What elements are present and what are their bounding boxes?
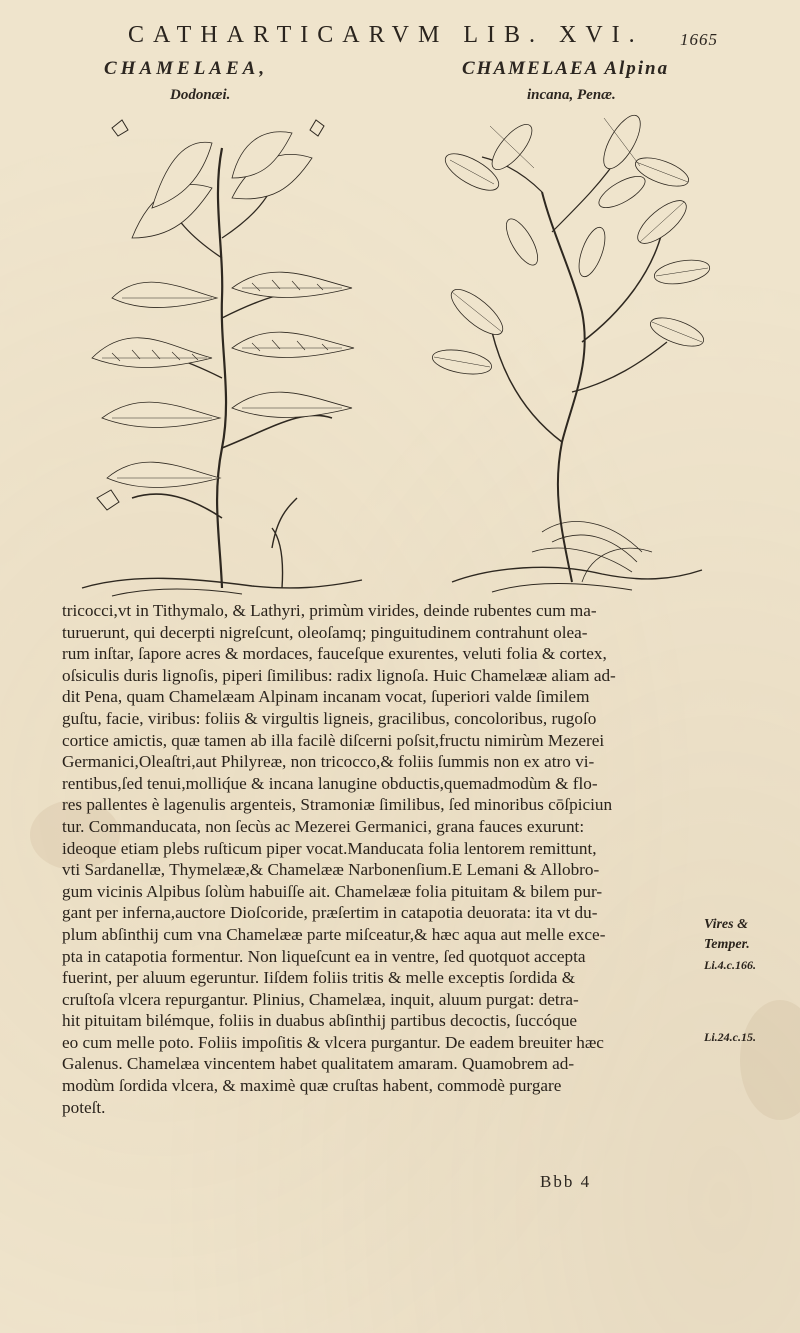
left-plant-author: Dodonæi. [170,87,231,103]
text-line: dit Pena, quam Chamelæam Alpinam incanam vocat, ſuperiori valde ſimilem [62,687,590,707]
text-line: Germanici,Oleaſtri,aut Philyreæ, non tricocco,& foliis ſummis non ex atro vi- [62,752,595,772]
right-plant-author: incana, Penæ. [527,87,616,103]
text-line: res pallentes è lagenulis argenteis, Stramoniæ ſimilibus, ſed minoribus cōſpiciun [62,795,613,815]
chamelaea-alpina-woodcut-illustration [432,112,712,600]
margin-note-temper: Temper. [704,937,750,952]
text-line: turuerunt, qui decerpti nigreſcunt, oleoſamq; pinguitudinem contrahunt olea- [62,622,588,642]
text-line: gum vicinis Alpibus ſolùm habuiſſe ait. Chamelææ folia pituitam & bilem pur- [62,881,603,901]
margin-note-vires: Vires & [704,917,748,932]
text-line: guſtu, facie, viribus: foliis & virgultis ligneis, gracilibus, concoloribus, rugoſo [62,708,597,728]
chamelaea-woodcut-illustration [72,118,372,598]
text-line: vti Sardanellæ, Thymelææ,& Chamelææ Narbonenſium.E Lemani & Allobro- [62,860,600,880]
text-line: Galenus. Chamelæa vincentem habet qualitatem amaram. Quamobrem ad- [62,1054,575,1074]
running-head: CATHARTICARVM LIB. XVI. [128,22,644,48]
text-line: tricocci,vt in Tithymalo, & Lathyri, primùm virides, deinde rubentes cum ma- [62,601,597,620]
text-line: oſsiculis duris lignoſis, piperi ſimilibus: radix lignoſa. Huic Chamelææ aliam ad- [62,665,616,685]
text-line: poteſt. [62,1097,106,1117]
left-plant-title: CHAMELAEA, [104,58,269,79]
text-line: modùm ſordida vlcera, & maximè quæ cruſtas habent, commodè purgare [62,1076,562,1096]
right-plant-title: CHAMELAEA Alpina [462,58,670,79]
text-line: eo cum melle poto. Foliis impoſitis & vlcera purgantur. De eadem breuiter hæc [62,1032,604,1052]
text-line: gant per inferna,auctore Dioſcoride, præſertim in catapotia deuorata: ita vt du- [62,903,598,923]
text-line: cortice amictis, quæ tamen ab illa facilè diſcerni poſsit,fructu nimirùm Mezerei [62,730,605,750]
text-line: fuerint, per aluum egeruntur. Iiſdem foliis tritis & melle exceptis ſordida & [62,968,576,988]
text-line: rum inſtar, ſapore acres & mordaces, fauceſque exurentes, veluti folia & cortex, [62,644,607,664]
text-line: tur. Commanducata, non ſecùs ac Mezerei Germanici, grana fauces exurunt: [62,816,585,836]
text-line: rentibus,ſed tenui,molliq́ue & incana lanugine obductis,quemadmodùm & flo- [62,773,598,793]
body-text [62,600,712,1118]
signature-mark: Bbb 4 [540,1172,592,1191]
margin-note-reference: Li.4.c.166. [704,958,756,972]
text-line: pta in catapotia formentur. Non liqueſcunt ea in ventre, ſed quotquot accepta [62,946,586,966]
margin-note-reference: Li.24.c.15. [704,1030,756,1044]
paper-stain [740,1000,800,1120]
page-number: 1665 [680,30,718,49]
text-line: cruſtoſa vlcera repurgantur. Plinius, Chamelæa, inquit, aluum purgat: detra- [62,989,579,1009]
text-line: hit pituitam bilémque, foliis in duabus abſinthij partibus decoctis, ſuccóque [62,1011,578,1031]
text-line: ideoque etiam plebs ruſticum piper vocat.Manducata folia lentorem remittunt, [62,838,597,858]
text-line: plum abſinthij cum vna Chamelææ parte miſceatur,& hæc aqua aut melle exce- [62,924,606,944]
